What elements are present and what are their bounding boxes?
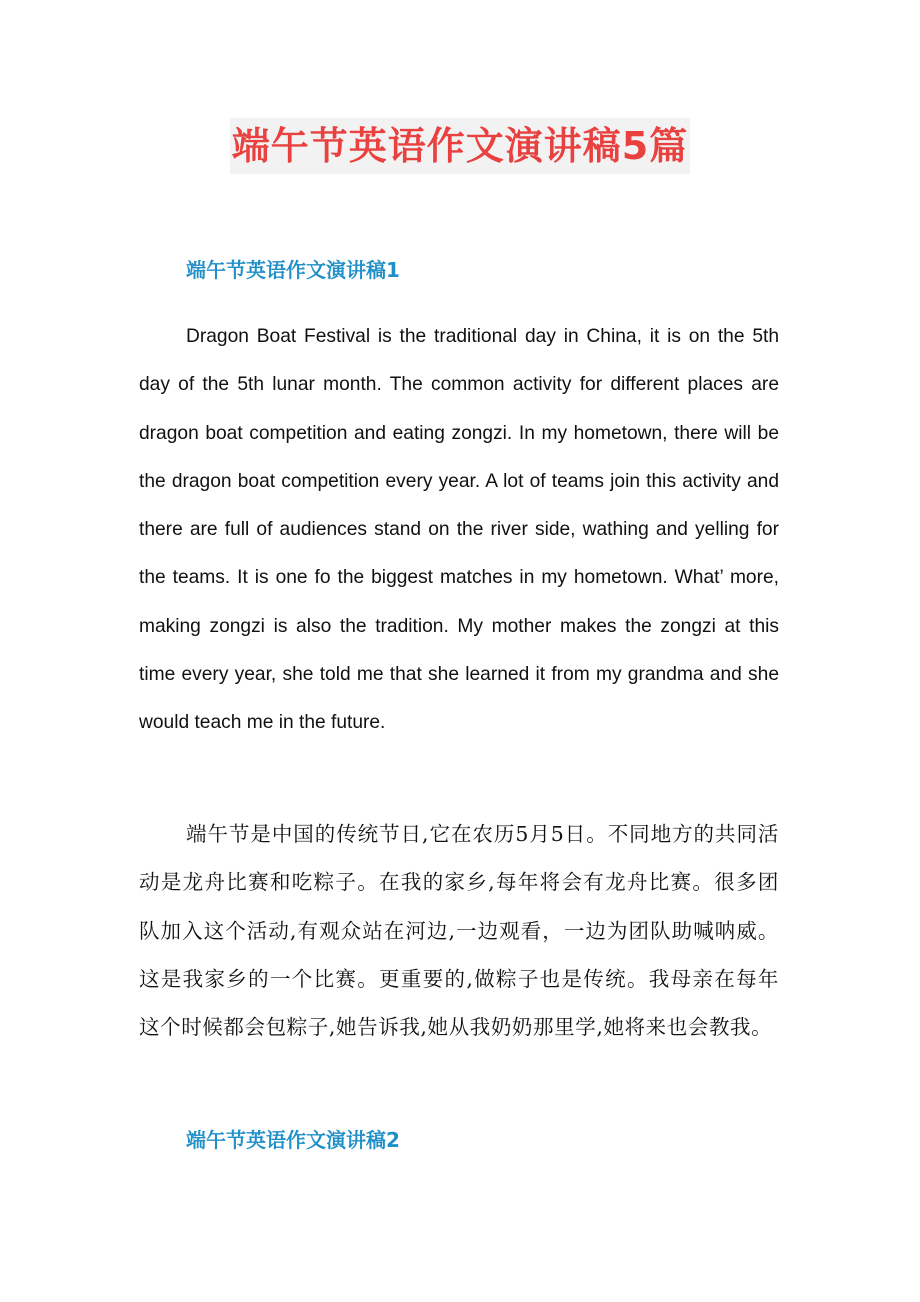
chinese-translation-paragraph: 端午节是中国的传统节日,它在农历5月5日。不同地方的共同活动是龙舟比赛和吃粽子。在我的家乡,每年将会有龙舟比赛。很多团队加入这个活动,有观众站在河边,一边观看，一边为团队助喊呐威。这是我家乡的一个比赛。更重要的,做粽子也是传统。我母亲在每年这个时候都会包粽子,她告诉我,她从我奶奶那里学,她将来也会教我。 bbox=[139, 822, 779, 1040]
section-heading-2: 端午节英语作文演讲稿2 bbox=[186, 1128, 400, 1152]
section-heading-1: 端午节英语作文演讲稿1 bbox=[186, 258, 400, 282]
english-essay-paragraph: Dragon Boat Festival is the traditional day in China, it is on the 5th day of the 5th lunar month. The common activity for different places are dragon boat competition and eating zongzi. In my hometown, there will be the dragon boat competition every year. A lot of teams join this activity and there are full of audiences stand on the river side, wathing and yelling for the teams. It is one fo the biggest matches in my hometown. What’ more, making zongzi is also the tradition. My mother makes the zongzi at this time every year, she told me that she learned it from my grandma and she would teach me in the future. bbox=[139, 326, 779, 734]
document-title bbox=[0, 118, 920, 174]
document-title-text: 端午节英语作文演讲稿5篇 bbox=[230, 118, 690, 174]
